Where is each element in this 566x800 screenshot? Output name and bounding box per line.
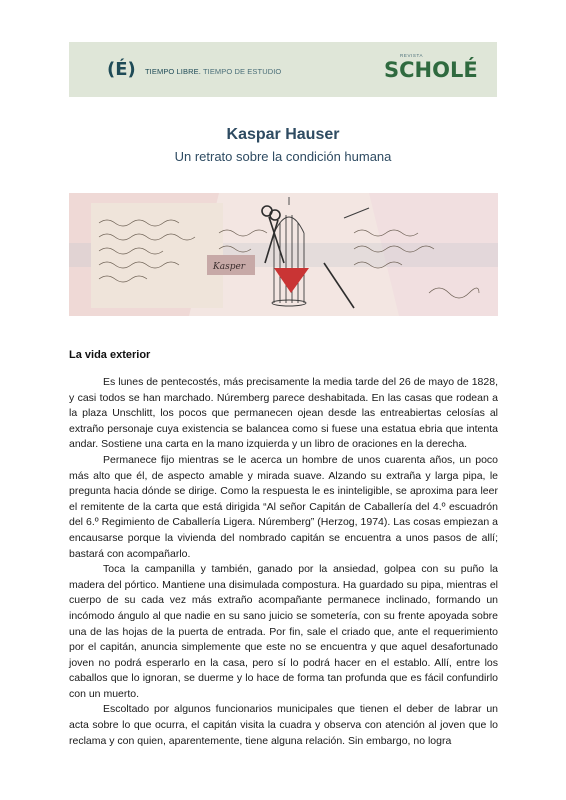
article-subtitle: Un retrato sobre la condición humana (174, 149, 392, 164)
kasper-label-text: Kasper (213, 262, 246, 272)
section-heading: La vida exterior (69, 349, 151, 361)
paragraph: Toca la campanilla y también, ganado por la ansiedad, golpea con su puño la madera del pórtico. Mantiene una disimulada compostura. Ha guardado su pipa, mientras el cuerpo de su cada vez más extraño acompañante permanece inclinado, formando un incómodo ángulo al que nadie en su sano juicio se sometería, con su frente apoyada sobre una de las hojas de la puerta de entrada. Por fin, sale el criado que, ante el requerimiento por el capitán, anuncia simplemente que este no se encuentra y que aquel desafortunado joven no podrá esperarlo en la casa, pero sí lo podrá hacer en el establo. Allí, entre los caballos que lo ignoran, se duerme y lo hace de forma tan profunda que es fácil confundirlo con un muerto. (69, 563, 498, 700)
hero-collage-svg (69, 193, 498, 316)
journal-tagline (145, 67, 281, 76)
revista-label: REVISTA (400, 53, 424, 58)
tagline-light: TIEMPO DE ESTUDIO (202, 67, 282, 76)
paragraph: Es lunes de pentecostés, más precisamente la media tarde del 26 de mayo de 1828, y casi todos se han marchado. Núremberg parece deshabitada. En las casas que rodean a la plaza Unschlitt, los pocos que permanecen ojean desde las entreabiertas celosías al extraño personaje cuya existencia se balancea como si fuese una estatua ebria que intenta andar. Sostiene una carta en la mano izquierda y un libro de oraciones en la derecha. (69, 376, 498, 451)
hero-collage-image (69, 193, 498, 316)
article-body (69, 375, 498, 749)
tagline-bold: TIEMPO LIBRE. (145, 67, 201, 76)
article-title: Kaspar Hauser (226, 126, 340, 143)
schole-brand-logo: SCHOLÉ (384, 58, 478, 82)
journal-header-banner (69, 42, 497, 97)
journal-logo-mark: (É) (107, 59, 136, 80)
paragraph: Escoltado por algunos funcionarios municipales que tienen el deber de labrar un acta sobre lo que ocurra, el capitán visita la cuadra y observa con atención al joven que lo reclama y con quien, aparentemente, tiene alguna relación. Sin embargo, no logra (69, 703, 498, 747)
paragraph: Permanece fijo mientras se le acerca un hombre de unos cuarenta años, un poco más alto que él, de aspecto amable y mirada suave. Alzando su extraña y larga pipa, le pregunta hacia dónde se dirige. Como la respuesta le es ininteligible, se aproxima para leer el remitente de la carta que está dirigida “Al señor Capitán de Caballería del 4.º escuadrón del 6.º Regimiento de Caballería Ligera. Núremberg” (Herzog, 1974). Las cosas empiezan a encausarse porque la vivienda del nombrado capitán se encuentra a unos pasos de allí; bastará con acompañarlo. (69, 453, 498, 560)
